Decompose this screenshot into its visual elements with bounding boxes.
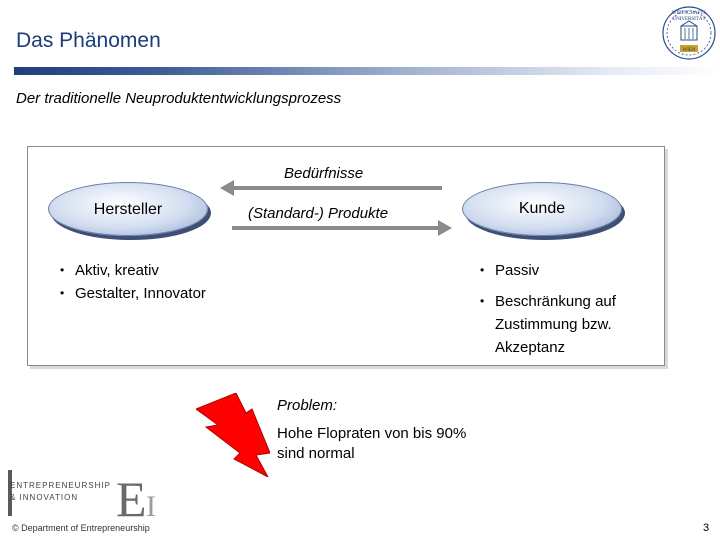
node-customer [462,182,622,236]
page-number: 3 [703,522,710,534]
university-logo [660,2,718,69]
title-underline-bar [14,67,720,75]
department-logo-line2: & INNOVATION [10,493,79,502]
arrow-right [232,226,440,230]
node-manufacturer [48,182,208,236]
node-customer-label: Kunde [518,200,566,217]
problem-text: Hohe Flopraten von bis 90% sind normal [277,425,467,462]
department-logo-letter: E [116,471,147,524]
manufacturer-traits-list [58,259,278,305]
arrow-label-needs: Bedürfnisse [284,165,364,182]
university-logo-line2: UNIVERSITÄT [672,17,706,22]
list-item: • Gestalter, Innovator [58,282,278,305]
list-item: • Aktiv, kreativ [58,259,278,282]
university-logo-line1: WIRTSCHAFTS [671,11,707,16]
footer-copyright: © Department of Entrepreneurship [12,523,150,533]
slide-title: Das Phänomen [16,29,161,52]
list-item: • Beschränkung auf Zustimmung bzw. Akzeptanz [478,290,678,359]
department-logo-line1: ENTREPRENEURSHIP [10,481,111,490]
lightning-bolt-icon [196,393,270,482]
arrow-label-products: (Standard-) Produkte [248,205,389,222]
customer-traits-list [478,259,678,367]
list-item: • Passiv [478,259,678,282]
slide-subtitle: Der traditionelle Neuproduktentwicklungsprozess [16,90,342,107]
arrow-left [232,186,442,190]
department-logo [8,470,162,529]
university-logo-line3: WIEN [682,48,696,53]
node-manufacturer-label: Hersteller [93,201,163,218]
problem-title: Problem: [277,397,338,414]
department-logo-letter2: I [146,490,156,523]
